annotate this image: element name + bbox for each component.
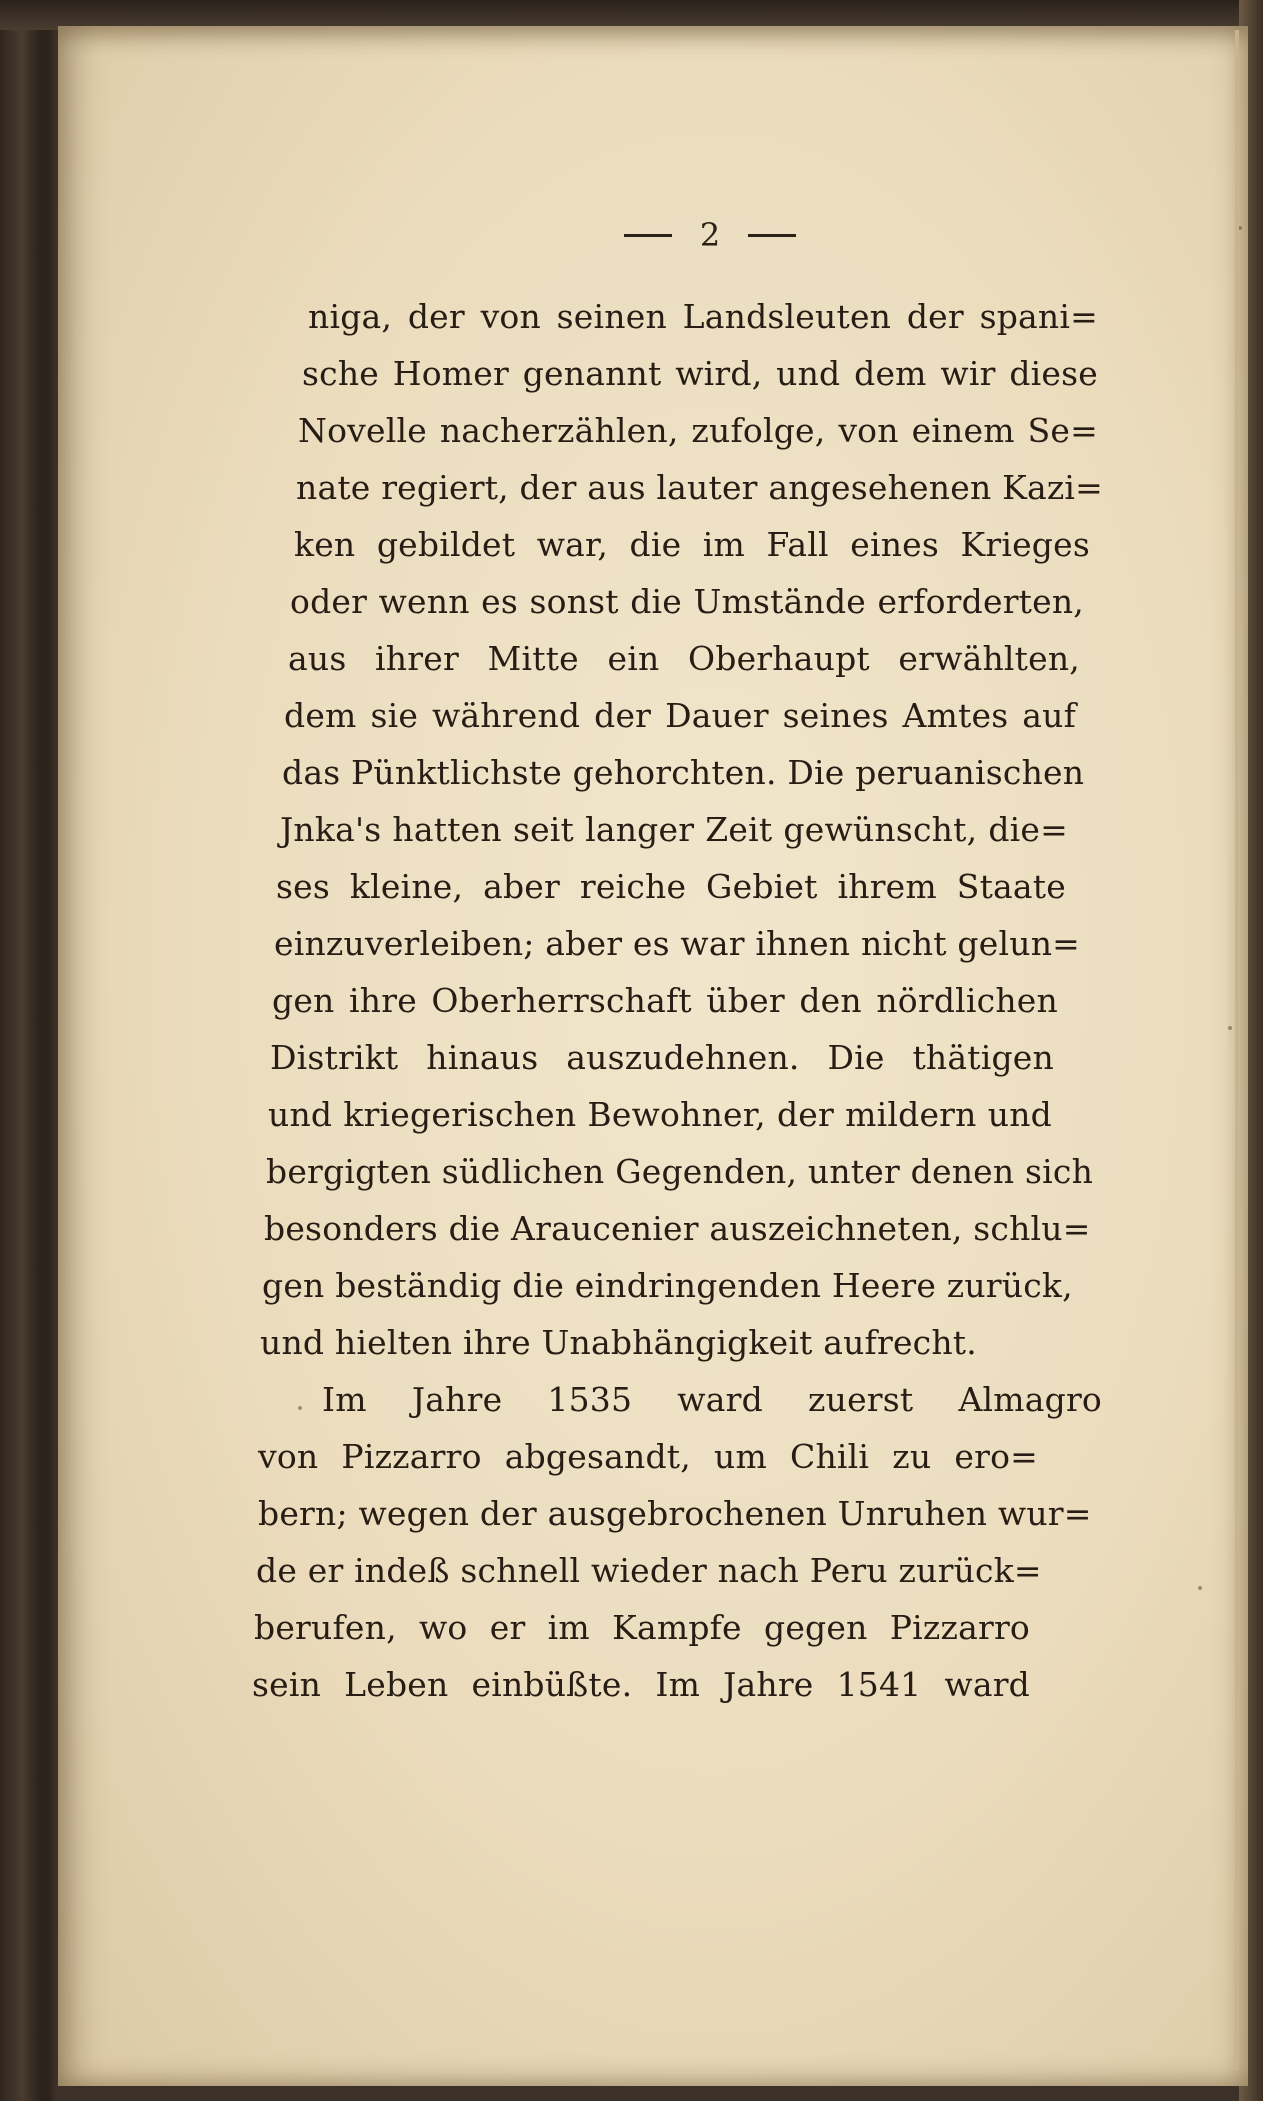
text-line: ken gebildet war, die im Fall eines Krieges — [294, 525, 1090, 564]
text-line: das Pünktlichste gehorchten. Die peruanischen — [282, 753, 1085, 792]
text-line: Novelle nacherzählen, zufolge, von einem Se= — [298, 411, 1098, 450]
page-fore-edge — [1235, 30, 1239, 2070]
paper-fleck — [1228, 1026, 1232, 1030]
text-line: niga, der von seinen Landsleuten der spani= — [308, 297, 1098, 336]
text-line: von Pizzarro abgesandt, um Chili zu ero= — [258, 1437, 1038, 1476]
body-text — [252, 288, 1104, 1713]
page-header — [560, 215, 860, 255]
text-line: und kriegerischen Bewohner, der mildern und — [268, 1095, 1052, 1134]
text-line: sche Homer genannt wird, und dem wir diese — [302, 354, 1098, 393]
text-line: aus ihrer Mitte ein Oberhaupt erwählten, — [288, 639, 1080, 678]
text-line: dem sie während der Dauer seines Amtes auf — [284, 696, 1076, 735]
text-line: nate regiert, der aus lauter angesehenen Kazi= — [296, 468, 1104, 507]
text-line: gen ihre Oberherrschaft über den nördlichen — [272, 981, 1058, 1020]
text-line: berufen, wo er im Kampfe gegen Pizzarro — [254, 1608, 1030, 1647]
text-line: Distrikt hinaus auszudehnen. Die thätigen — [270, 1038, 1054, 1077]
text-line: sein Leben einbüßte. Im Jahre 1541 ward — [252, 1665, 1030, 1704]
text-line: de er indeß schnell wieder nach Peru zurück= — [256, 1551, 1042, 1590]
text-line: besonders die Araucenier auszeichneten, schlu= — [264, 1209, 1091, 1248]
text-line: ses kleine, aber reiche Gebiet ihrem Staate — [276, 867, 1066, 906]
text-line: Im Jahre 1535 ward zuerst Almagro — [322, 1380, 1102, 1419]
text-line: und hielten ihre Unabhängigkeit aufrecht. — [260, 1323, 977, 1362]
text-line: gen beständig die eindringenden Heere zurück, — [262, 1266, 1073, 1305]
text-line: einzuverleiben; aber es war ihnen nicht gelun= — [274, 924, 1081, 963]
header-rule-left — [624, 234, 672, 237]
text-line: oder wenn es sonst die Umstände erforderten, — [290, 582, 1084, 621]
text-line: Jnka's hatten seit langer Zeit gewünscht, die= — [280, 810, 1068, 849]
page-number: 2 — [699, 216, 721, 254]
header-rule-right — [748, 234, 796, 237]
paper-fleck — [1198, 1586, 1202, 1590]
text-line: bern; wegen der ausgebrochenen Unruhen wur= — [258, 1494, 1092, 1533]
text-line: bergigten südlichen Gegenden, unter denen sich — [266, 1152, 1094, 1191]
